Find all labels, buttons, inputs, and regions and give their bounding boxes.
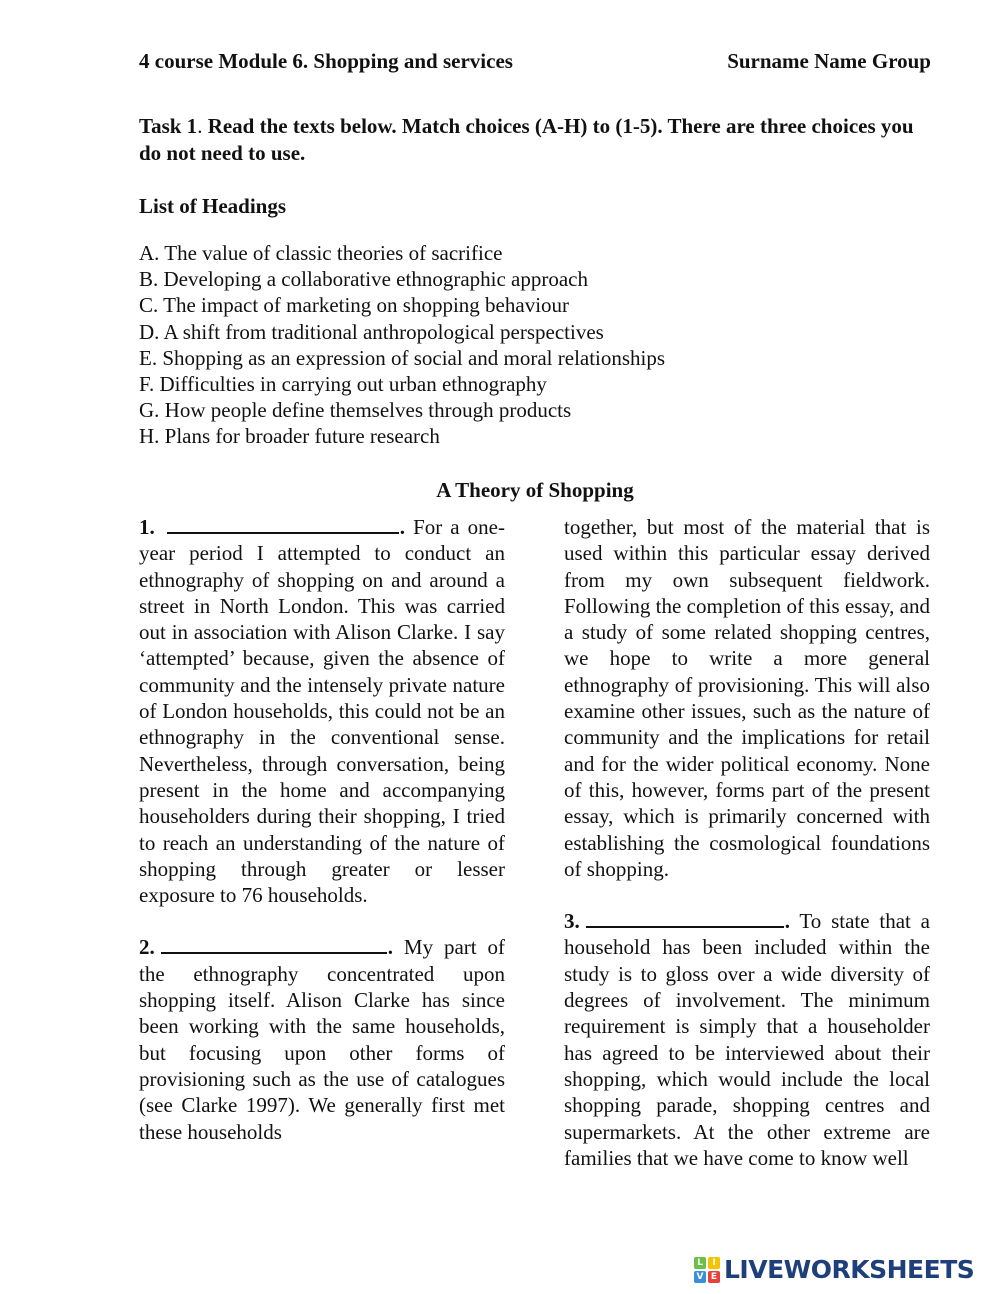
task-label: Task 1 bbox=[139, 114, 198, 138]
paragraph-3: 3. . To state that a household has been included within the study is to gloss over a wide diversity of degrees of involvement. The minimum requirement is simply that a householder has agreed to be interviewed about their shopping, which would include the local shopping parade, shopping centres and supermarkets. At the other extreme are families that we have come to know well bbox=[564, 909, 930, 1170]
headings-list bbox=[139, 240, 931, 450]
article-column-left bbox=[139, 514, 505, 1171]
paragraph-2: 2. . My part of the ethnography concentrated upon shopping itself. Alison Clarke has since been working with the same households, but focusing upon other forms of provisioning such as the use of catalogues (see Clarke 1997). We generally first met these households bbox=[139, 935, 505, 1144]
student-fields-label: Surname Name Group bbox=[727, 49, 931, 73]
paragraph-text: My part of the ethnography concentrated upon shopping itself. Alison Clarke has since been working with the same households, but focusing upon other forms of provisioning such as the use of catalogues (see Clarke 1997). We generally first met these households bbox=[139, 935, 505, 1144]
answer-blank-2[interactable] bbox=[161, 934, 387, 954]
logo-tiles-icon bbox=[694, 1257, 720, 1283]
heading-option-b: B. Developing a collaborative ethnographic approach bbox=[139, 267, 588, 292]
heading-option-f: F. Difficulties in carrying out urban ethnography bbox=[139, 372, 547, 397]
worksheet-header bbox=[139, 48, 931, 74]
heading-option-c: C. The impact of marketing on shopping behaviour bbox=[139, 293, 570, 318]
paragraph-number: 1. bbox=[139, 515, 155, 539]
article-title: A Theory of Shopping bbox=[436, 478, 634, 502]
logo-tile-i: I bbox=[708, 1257, 720, 1269]
logo-tile-e: E bbox=[708, 1271, 720, 1283]
course-title: 4 course Module 6. Shopping and services bbox=[139, 49, 513, 73]
logo-tile-v: V bbox=[694, 1271, 706, 1283]
task-text: Read the texts below. Match choices (A-H) to (1-5). There are three choices you do not need to use. bbox=[139, 114, 914, 165]
logo-wordmark: LIVEWORKSHEETS bbox=[724, 1255, 975, 1284]
liveworksheets-logo bbox=[694, 1255, 974, 1285]
paragraph-text: For a one-year period I attempted to conduct an ethnography of shopping on and around a street in North London. This was carried out in association with Alison Clarke. I say ‘attempted’ because, given the absence of community and the intensely private nature of London households, this could not be an ethnography in the conventional sense. Nevertheless, through conversation, being present in the home and accompanying householders during their shopping, I tried to reach an understanding of the nature of shopping through greater or lesser exposure to 76 households. bbox=[139, 515, 505, 908]
article-column-right bbox=[564, 514, 930, 1197]
heading-option-g: G. How people define themselves through products bbox=[139, 398, 572, 423]
heading-option-a: A. The value of classic theories of sacrifice bbox=[139, 241, 503, 265]
paragraph-2-continuation: together, but most of the material that is used within this particular essay derived from my own subsequent fieldwork. Following the completion of this essay, and a study of some related shopping centres, we hope to write a more general ethnography of provisioning. This will also examine other issues, such as the nature of community and the implications for retail and for the wider political economy. None of this, however, forms part of the present essay, which is primarily concerned with establishing the cosmological foundations of shopping. bbox=[564, 515, 930, 881]
headings-title: List of Headings bbox=[139, 194, 287, 218]
heading-option-d: D. A shift from traditional anthropological perspectives bbox=[139, 319, 604, 344]
paragraph-text: To state that a household has been included within the study is to gloss over a wide diversity of degrees of involvement. The minimum requirement is simply that a householder has agreed to be interviewed about their shopping, which would include the local shopping parade, shopping centres and supermarkets. At the other extreme are families that we have come to know well bbox=[564, 909, 930, 1170]
answer-blank-1[interactable] bbox=[167, 514, 399, 534]
paragraph-1: 1. . For a one-year period I attempted to conduct an ethnography of shopping on and around a street in North London. This was carried out in association with Alison Clarke. I say ‘attempted’ because, given the absence of community and the intensely private nature of London households, this could not be an ethnography in the conventional sense. Nevertheless, through conversation, being present in the home and accompanying householders during their shopping, I tried to reach an understanding of the nature of shopping through greater or lesser exposure to 76 households. bbox=[139, 515, 505, 908]
paragraph-number: 2. bbox=[139, 935, 155, 960]
logo-tile-l: L bbox=[694, 1257, 706, 1269]
paragraph-number: 3. bbox=[564, 909, 580, 934]
task-separator: . bbox=[197, 114, 203, 138]
answer-blank-3[interactable] bbox=[586, 908, 784, 928]
heading-option-e: E. Shopping as an expression of social and moral relationships bbox=[139, 345, 666, 370]
task-instruction bbox=[139, 113, 931, 167]
heading-option-h: H. Plans for broader future research bbox=[139, 424, 440, 449]
